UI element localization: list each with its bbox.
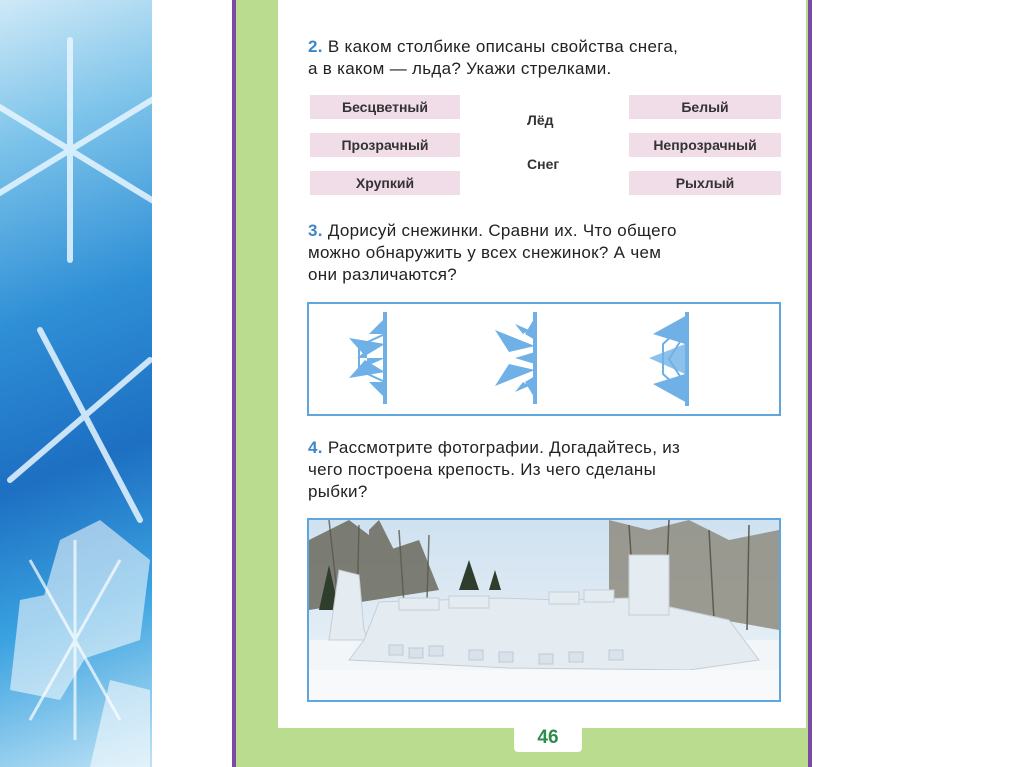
task-4-line-2: чего построена крепость. Из чего сделаны <box>308 460 657 479</box>
snow-fortress-photo <box>307 518 781 702</box>
task-4-text <box>308 437 788 503</box>
snowflake-drawing-frame <box>307 302 781 416</box>
task-4-number: 4. <box>308 438 323 457</box>
half-snowflake-icon <box>349 312 387 404</box>
task-3-line-1: Дорисуй снежинки. Сравни их. Что общего <box>327 221 677 240</box>
snow-fortress-image <box>309 520 779 700</box>
task-2-line-2: а в каком — льда? Укажи стрелками. <box>308 59 612 78</box>
snowflake-decoration <box>0 0 152 767</box>
half-snowflake-icon <box>649 312 689 406</box>
task-2-line-1: В каком столбике описаны свойства снега, <box>327 37 679 56</box>
right-property-1: Белый <box>629 95 781 119</box>
half-snowflake-icon <box>495 312 537 404</box>
left-property-2: Прозрачный <box>310 133 460 157</box>
page-number: 46 <box>514 724 582 752</box>
right-property-3: Рыхлый <box>629 171 781 195</box>
task-2-number: 2. <box>308 37 323 56</box>
task-2-text <box>308 36 788 80</box>
middle-label-ice: Лёд <box>527 112 554 128</box>
middle-label-snow: Снег <box>527 156 560 172</box>
snowflake-pattern-icon <box>0 0 152 767</box>
half-snowflakes <box>309 304 779 414</box>
task-3-number: 3. <box>308 221 323 240</box>
left-property-1: Бесцветный <box>310 95 460 119</box>
task-3-line-3: они различаются? <box>308 265 458 284</box>
left-property-3: Хрупкий <box>310 171 460 195</box>
right-property-2: Непрозрачный <box>629 133 781 157</box>
task-4-line-3: рыбки? <box>308 482 368 501</box>
task-3-line-2: можно обнаружить у всех снежинок? А чем <box>308 243 662 262</box>
task-4-line-1: Рассмотрите фотографии. Догадайтесь, из <box>327 438 681 457</box>
task-3-text <box>308 220 788 286</box>
